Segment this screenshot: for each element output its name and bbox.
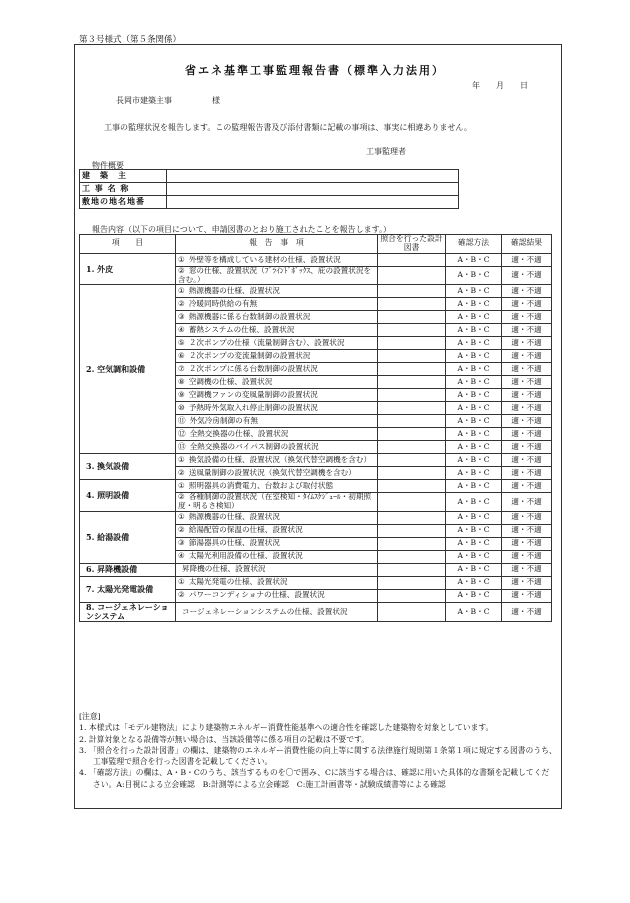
report-header-row [80, 235, 552, 254]
report-item [176, 337, 378, 350]
result-options[interactable]: 適・不適 [502, 376, 552, 389]
item-number: ① [178, 577, 185, 587]
item-text: 熱源機器の仕様、設置状況 [188, 512, 280, 522]
method-options[interactable]: A・B・C [446, 298, 502, 311]
item-number: ④ [178, 324, 185, 334]
report-item [176, 602, 378, 621]
result-options[interactable]: 適・不適 [502, 363, 552, 376]
item-text: 太陽光発電の仕様、設置状況 [188, 577, 288, 587]
item-text: 送風量制御の設置状況（換気代替空調機を含む） [188, 467, 356, 477]
docs-cell[interactable] [378, 298, 446, 311]
docs-cell[interactable] [378, 311, 446, 324]
report-item [176, 524, 378, 537]
table-row [80, 511, 552, 524]
item-text: 節湯器具の仕様、設置状況 [188, 538, 280, 548]
header-item: 項 目 [80, 235, 176, 254]
item-text: 空調機ファンの変風量制御の設置状況 [188, 389, 318, 399]
page-title: 省エネ基準工事監理報告書（標準入力法用） [185, 64, 445, 77]
overview-row-label: 敷地の地名地番 [80, 196, 167, 209]
item-number: ② [178, 467, 185, 477]
table-row [80, 480, 552, 493]
item-number: ⑬ [178, 441, 186, 451]
docs-cell[interactable] [378, 563, 446, 576]
result-options[interactable]: 適・不適 [502, 415, 552, 428]
item-text: コージェネレーションシステムの仕様、設置状況 [182, 606, 348, 616]
result-options[interactable]: 適・不適 [502, 454, 552, 467]
table-row [80, 602, 552, 621]
item-number: ② [178, 590, 185, 600]
method-options[interactable]: A・B・C [446, 524, 502, 537]
docs-cell[interactable] [378, 285, 446, 298]
result-options[interactable]: 適・不適 [502, 298, 552, 311]
item-text: 全熱交換器の仕様、設置状況 [189, 428, 289, 438]
method-options[interactable]: A・B・C [446, 253, 502, 266]
result-options[interactable]: 適・不適 [502, 563, 552, 576]
category-label: 5. 給湯設備 [80, 511, 176, 563]
docs-cell[interactable] [378, 350, 446, 363]
category-label: 7. 太陽光発電設備 [80, 576, 176, 602]
report-table [79, 234, 552, 622]
result-options[interactable]: 適・不適 [502, 441, 552, 454]
method-options[interactable]: A・B・C [446, 350, 502, 363]
item-text: 照明器具の消費電力、台数および取付状態 [188, 480, 334, 490]
report-item [176, 511, 378, 524]
report-item [176, 376, 378, 389]
report-item [176, 589, 378, 602]
item-text: 外気冷房制御の有無 [189, 415, 258, 425]
header-method: 確認方法 [446, 235, 502, 254]
report-item [176, 402, 378, 415]
result-options[interactable]: 適・不適 [502, 337, 552, 350]
report-item [176, 480, 378, 493]
method-options[interactable]: A・B・C [446, 428, 502, 441]
docs-cell[interactable] [378, 337, 446, 350]
method-options[interactable]: A・B・C [446, 363, 502, 376]
item-number: ② [178, 525, 185, 535]
report-item [176, 454, 378, 467]
method-options[interactable]: A・B・C [446, 337, 502, 350]
result-options[interactable]: 適・不適 [502, 511, 552, 524]
report-item [176, 298, 378, 311]
result-options[interactable]: 適・不適 [502, 480, 552, 493]
method-options[interactable]: A・B・C [446, 493, 502, 511]
method-options[interactable]: A・B・C [446, 480, 502, 493]
item-number: ③ [178, 311, 185, 321]
table-row [80, 285, 552, 298]
item-number: ② [178, 265, 185, 275]
report-item [176, 285, 378, 298]
method-options[interactable]: A・B・C [446, 415, 502, 428]
method-options[interactable]: A・B・C [446, 511, 502, 524]
result-options[interactable]: 適・不適 [502, 350, 552, 363]
item-text: ２次ポンプの変流量制御の設置状況 [188, 350, 311, 360]
category-label: 1. 外皮 [80, 253, 176, 284]
category-label: 4. 照明設備 [80, 480, 176, 511]
report-item [176, 350, 378, 363]
item-number: ① [178, 254, 185, 264]
addressee-suffix: 様 [212, 96, 220, 105]
method-options[interactable]: A・B・C [446, 454, 502, 467]
item-text: 昇降機の仕様、設置状況 [182, 564, 266, 574]
item-number: ⑨ [178, 389, 185, 399]
notes [79, 711, 557, 790]
item-text: ２次ポンプの仕様（流量制御含む）、設置状況 [188, 337, 345, 347]
method-options[interactable]: A・B・C [446, 441, 502, 454]
item-number: ① [178, 285, 185, 295]
category-label: 3. 換気設備 [80, 454, 176, 480]
result-options[interactable]: 適・不適 [502, 524, 552, 537]
result-options[interactable]: 適・不適 [502, 602, 552, 621]
result-options[interactable]: 適・不適 [502, 550, 552, 563]
report-item [176, 493, 378, 511]
docs-cell[interactable] [378, 402, 446, 415]
docs-cell[interactable] [378, 415, 446, 428]
docs-cell[interactable] [378, 550, 446, 563]
docs-cell[interactable] [378, 428, 446, 441]
report-item [176, 563, 378, 576]
item-number: ④ [178, 551, 185, 561]
item-text: 予熱時外気取入れ停止制御の設置状況 [188, 402, 318, 412]
result-options[interactable]: 適・不適 [502, 266, 552, 284]
item-number: ③ [178, 538, 185, 548]
docs-cell[interactable] [378, 537, 446, 550]
item-number: ⑤ [178, 337, 185, 347]
item-number: ⑦ [178, 363, 185, 373]
item-text: 全熱交換器のバイパス制御の設置状況 [189, 441, 319, 451]
docs-cell[interactable] [378, 511, 446, 524]
addressee-name: 長岡市建築主事 [116, 96, 172, 105]
result-options[interactable]: 適・不適 [502, 285, 552, 298]
docs-cell[interactable] [378, 389, 446, 402]
result-options[interactable]: 適・不適 [502, 493, 552, 511]
docs-cell[interactable] [378, 376, 446, 389]
note-item: 2. 計算対象となる設備等が無い場合は、当該設備等に係る項目の記載は不要です。 [79, 734, 369, 744]
report-item [176, 550, 378, 563]
report-item [176, 363, 378, 376]
docs-cell[interactable] [378, 441, 446, 454]
item-number: ⑫ [178, 428, 186, 438]
header-docs: 照合を行った設計図書 [378, 235, 446, 254]
report-item [176, 467, 378, 480]
result-options[interactable]: 適・不適 [502, 467, 552, 480]
item-text: 外壁等を構成している建材の仕様、設置状況 [188, 254, 341, 264]
report-item [176, 576, 378, 589]
report-intro: 報告内容（以下の項目について、申請図書のとおり施工されたことを報告します。） [92, 225, 392, 234]
header-detail: 報 告 事 項 [176, 235, 378, 254]
report-item [176, 311, 378, 324]
item-text: 太陽光利用設備の仕様、設置状況 [188, 551, 303, 561]
item-text: 各種制御の設置状況（在室検知・ﾀｲﾑｽｹｼﾞｭｰﾙ・初期照度・明るさ検知） [178, 492, 372, 511]
declaration-text: 工事の監理状況を報告します。この監理報告書及び添付書類に記載の事項は、事実に相違ありません。 [104, 123, 472, 132]
method-options[interactable]: A・B・C [446, 285, 502, 298]
method-options[interactable]: A・B・C [446, 589, 502, 602]
overview-row-value[interactable] [167, 170, 459, 183]
method-options[interactable]: A・B・C [446, 324, 502, 337]
report-item [176, 537, 378, 550]
item-text: 空調機の仕様、設置状況 [188, 376, 273, 386]
item-text: ２次ポンプに係る台数制御の設置状況 [188, 363, 318, 373]
overview-row [80, 196, 459, 209]
report-item [176, 441, 378, 454]
overview-row-value[interactable] [167, 196, 459, 209]
item-number: ⑥ [178, 350, 185, 360]
report-body [80, 253, 552, 621]
overview-row-label: 建 築 主 [80, 170, 167, 183]
table-row [80, 253, 552, 266]
method-options[interactable]: A・B・C [446, 311, 502, 324]
method-options[interactable]: A・B・C [446, 537, 502, 550]
supervisor-label: 工事監理者 [366, 147, 406, 156]
item-text: パワーコンディショナの仕様、設置状況 [188, 590, 325, 600]
method-options[interactable]: A・B・C [446, 563, 502, 576]
docs-cell[interactable] [378, 480, 446, 493]
item-number: ⑩ [178, 402, 185, 412]
docs-cell[interactable] [378, 324, 446, 337]
item-text: 給湯配管の保温の仕様、設置状況 [188, 525, 303, 535]
result-options[interactable]: 適・不適 [502, 537, 552, 550]
method-options[interactable]: A・B・C [446, 576, 502, 589]
method-options[interactable]: A・B・C [446, 602, 502, 621]
method-options[interactable]: A・B・C [446, 550, 502, 563]
item-number: ⑧ [178, 376, 185, 386]
method-options[interactable]: A・B・C [446, 467, 502, 480]
result-options[interactable]: 適・不適 [502, 324, 552, 337]
category-label: 8. コージェネレーションシステム [80, 602, 176, 621]
result-options[interactable]: 適・不適 [502, 589, 552, 602]
category-label: 2. 空気調和設備 [80, 285, 176, 454]
report-item [176, 428, 378, 441]
result-options[interactable]: 適・不適 [502, 389, 552, 402]
report-item [176, 389, 378, 402]
item-number: ① [178, 454, 185, 464]
item-text: 冷暖同時供給の有無 [188, 298, 258, 308]
report-item [176, 253, 378, 266]
report-item [176, 266, 378, 284]
notes-title: [注意] [79, 712, 101, 721]
result-options[interactable]: 適・不適 [502, 428, 552, 441]
item-number: ① [178, 512, 185, 522]
item-number: ① [178, 480, 185, 490]
item-text: 蓄熱システムの仕様、設置状況 [188, 324, 295, 334]
docs-cell[interactable] [378, 467, 446, 480]
docs-cell[interactable] [378, 602, 446, 621]
method-options[interactable]: A・B・C [446, 402, 502, 415]
overview-table [79, 169, 459, 209]
overview-row [80, 183, 459, 196]
report-item [176, 324, 378, 337]
note-item: 3. 「照合を行った設計図書」の欄は、建築物のエネルギー消費性能の向上等に関する法律施行規則第１条第１項に規定する図書のうち、工事監理で照合を行った図書を記載してください。 [79, 745, 557, 767]
table-row [80, 454, 552, 467]
overview-row [80, 170, 459, 183]
item-number: ② [178, 492, 185, 502]
result-options[interactable]: 適・不適 [502, 576, 552, 589]
docs-cell[interactable] [378, 454, 446, 467]
item-text: 換気設備の仕様、設置状況（換気代替空調機を含む） [188, 454, 372, 464]
method-options[interactable]: A・B・C [446, 376, 502, 389]
note-item: 1. 本様式は「モデル建物法」により建築物エネルギー消費性能基準への適合性を確認した建築物を対象としています。 [79, 723, 494, 733]
note-item: 4. 「確認方法」の欄は、A・B・Cのうち、該当するものを〇で囲み、Cに該当する場合は、確認に用いた具体的な書類を記載してください。A:目視による立会確認 B:計測等による立会確認 C:施工計画書等・試験成績書等による確認 [79, 768, 550, 789]
form-number: 第３号様式（第５条関係） [79, 35, 182, 45]
item-number: ② [178, 298, 185, 308]
docs-cell[interactable] [378, 363, 446, 376]
docs-cell[interactable] [378, 493, 446, 511]
date-fields: 年 月 日 [472, 81, 528, 90]
result-options[interactable]: 適・不適 [502, 253, 552, 266]
table-row [80, 563, 552, 576]
result-options[interactable]: 適・不適 [502, 311, 552, 324]
header-result: 確認結果 [502, 235, 552, 254]
method-options[interactable]: A・B・C [446, 266, 502, 284]
result-options[interactable]: 適・不適 [502, 402, 552, 415]
item-text: 熱源機器に係る台数制御の設置状況 [188, 311, 311, 321]
item-number: ⑪ [178, 415, 186, 425]
item-text: 熱源機器の仕様、設置状況 [188, 285, 280, 295]
docs-cell[interactable] [378, 576, 446, 589]
docs-cell[interactable] [378, 524, 446, 537]
table-row [80, 576, 552, 589]
report-item [176, 415, 378, 428]
item-text: 窓の仕様、設置状況（ﾌﾞﾗｲﾝﾄﾞﾎﾞｯｸｽ、庇の設置状況を含む。） [178, 265, 372, 284]
docs-cell[interactable] [378, 266, 446, 284]
docs-cell[interactable] [378, 589, 446, 602]
docs-cell[interactable] [378, 253, 446, 266]
overview-row-value[interactable] [167, 183, 459, 196]
overview-label: 物件概要 [92, 161, 124, 170]
overview-row-label: 工 事 名 称 [80, 183, 167, 196]
category-label: 6. 昇降機設備 [80, 563, 176, 576]
addressee [116, 95, 220, 106]
method-options[interactable]: A・B・C [446, 389, 502, 402]
